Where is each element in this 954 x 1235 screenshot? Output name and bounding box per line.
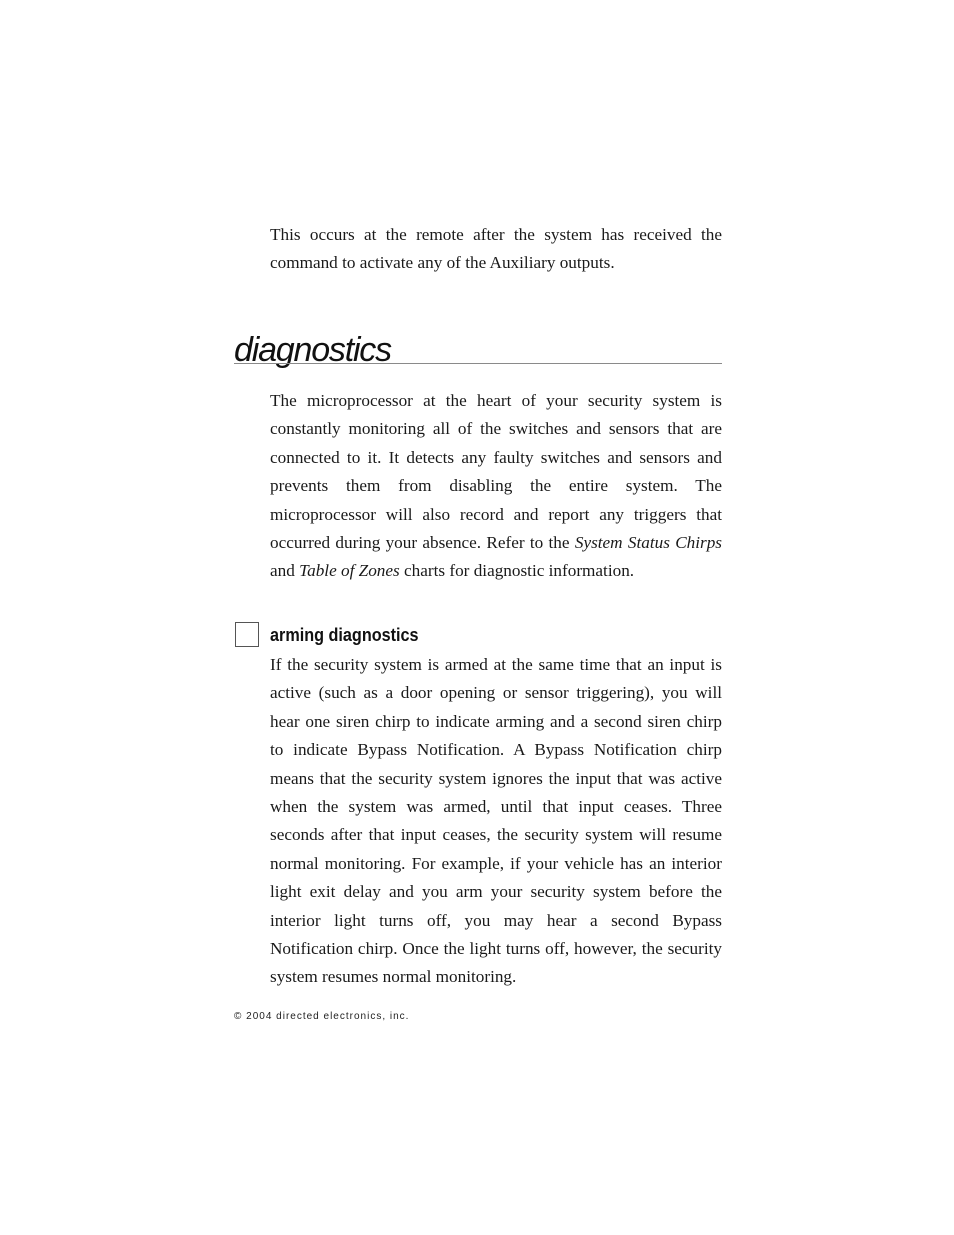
- checkbox-icon: [235, 622, 259, 647]
- chart-reference-table-of-zones: Table of Zones: [299, 561, 400, 581]
- section-title-diagnostics: diagnostics: [234, 331, 391, 369]
- subsection-title-arming-diagnostics: arming diagnostics: [270, 625, 419, 645]
- copyright-footer: © 2004 directed electronics, inc.: [234, 1011, 410, 1022]
- chart-reference-system-status-chirps: System Status Chirps: [574, 533, 722, 553]
- diagnostics-text-and: and: [270, 561, 300, 581]
- intro-paragraph: This occurs at the remote after the system has received the command to activate any of the Auxiliary outputs.: [270, 225, 722, 273]
- diagnostics-text-start: The microprocessor at the heart of your security system is constantly monitoring all of the switches and sensors that are connected to it. It detects any faulty switches and sensors and prevents them from disabling the entire system. The microprocessor will also record and report any triggers that occurred during your absence. Refer to the: [270, 391, 722, 553]
- section-divider: [234, 363, 722, 364]
- arming-diagnostics-paragraph: If the security system is armed at the same time that an input is active (such as a door opening or sensor triggering), you will hear one siren chirp to indicate arming and a second siren chirp to indicate Bypass Notification. A Bypass Notification chirp means that the security system ignores the input that was active when the system was armed, until that input ceases. Three seconds after that input ceases, the security system will resume normal monitoring. For example, if your vehicle has an interior light exit delay and you arm your security system before the interior light turns off, you may hear a second Bypass Notification chirp. Once the light turns off, however, the security system resumes normal monitoring.: [270, 655, 722, 987]
- diagnostics-text-end: charts for diagnostic information.: [399, 561, 635, 581]
- diagnostics-paragraph: [270, 387, 722, 586]
